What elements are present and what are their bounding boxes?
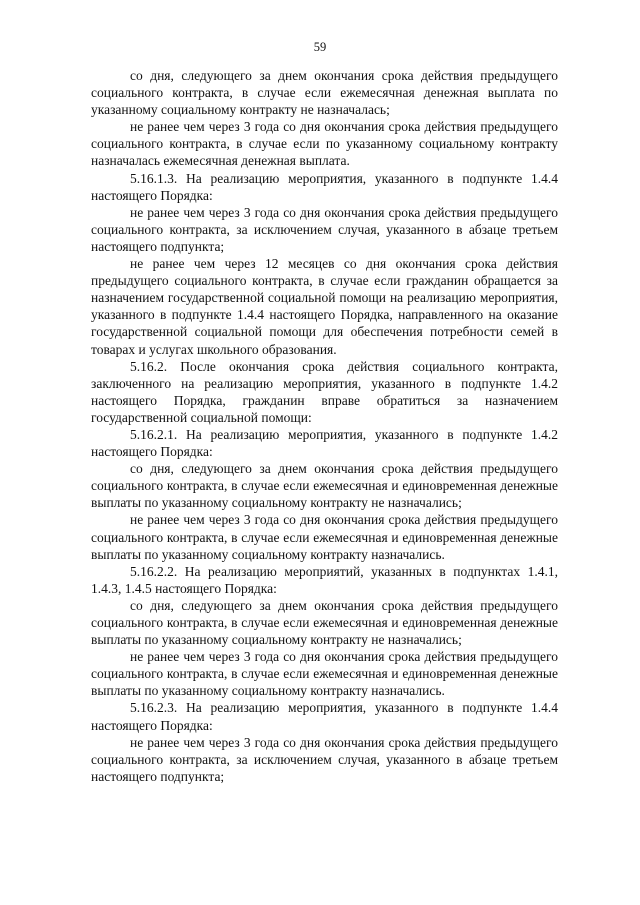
paragraph: со дня, следующего за днем окончания срока действия предыдущего социального контракта, в случае если ежемесячная и единовременная денежные выплаты по указанному социальному контракту не назначались; [91, 597, 558, 648]
document-body [91, 67, 558, 785]
paragraph: со дня, следующего за днем окончания срока действия предыдущего социального контракта, в случае если ежемесячная и единовременная денежные выплаты по указанному социальному контракту не назначались; [91, 461, 558, 511]
paragraph: со дня, следующего за днем окончания срока действия предыдущего социального контракта, в случае если ежемесячная денежная выплата по указанному социальному контракту не назначалась; [91, 68, 558, 118]
paragraph: не ранее чем через 3 года со дня окончания срока действия предыдущего социального контракта, в случае если ежемесячная и единовременная денежные выплаты по указанному социальному контракту назначались. [91, 649, 558, 699]
paragraph: 5.16.2. После окончания срока действия социального контракта, заключенного на реализацию мероприятия, указанного в подпункте 1.4.2 настоящего Порядка, гражданин вправе обратиться за назначением государственной социальной помощи: [91, 358, 558, 425]
paragraph: не ранее чем через 3 года со дня окончания срока действия предыдущего социального контракта, за исключением случая, указанного в абзаце третьем настоящего подпункта; [91, 204, 558, 254]
paragraph: 5.16.2.1. На реализацию мероприятия, указанного в подпункте 1.4.2 настоящего Порядка: [91, 426, 558, 460]
paragraph: не ранее чем через 3 года со дня окончания срока действия предыдущего социального контракта, в случае если по указанному социальному контракту назначалась ежемесячная денежная выплата. [91, 119, 558, 169]
paragraph: 5.16.2.2. На реализацию мероприятий, указанных в подпунктах 1.4.1, 1.4.3, 1.4.5 настоящего Порядка: [91, 563, 558, 596]
paragraph: 5.16.2.3. На реализацию мероприятия, указанного в подпункте 1.4.4 настоящего Порядка: [91, 700, 558, 733]
paragraph: не ранее чем через 3 года со дня окончания срока действия предыдущего социального контракта, в случае если ежемесячная и единовременная денежные выплаты по указанному социальному контракту назначались. [91, 512, 558, 562]
paragraph: не ранее чем через 3 года со дня окончания срока действия предыдущего социального контракта, за исключением случая, указанного в абзаце третьем настоящего подпункта; [91, 734, 558, 784]
paragraph: 5.16.1.3. На реализацию мероприятия, указанного в подпункте 1.4.4 настоящего Порядка: [91, 170, 558, 203]
page-number: 59 [313, 40, 327, 54]
paragraph: не ранее чем через 12 месяцев со дня окончания срока действия предыдущего социального контракта, в случае если гражданин обращается за назначением государственной социальной помощи на реализацию мероприятия, указанного в подпункте 1.4.4 настоящего Порядка, направленного на оказание государственной социальной помощи для обеспечения потребности семей в товарах и услугах школьного образования. [91, 256, 558, 357]
